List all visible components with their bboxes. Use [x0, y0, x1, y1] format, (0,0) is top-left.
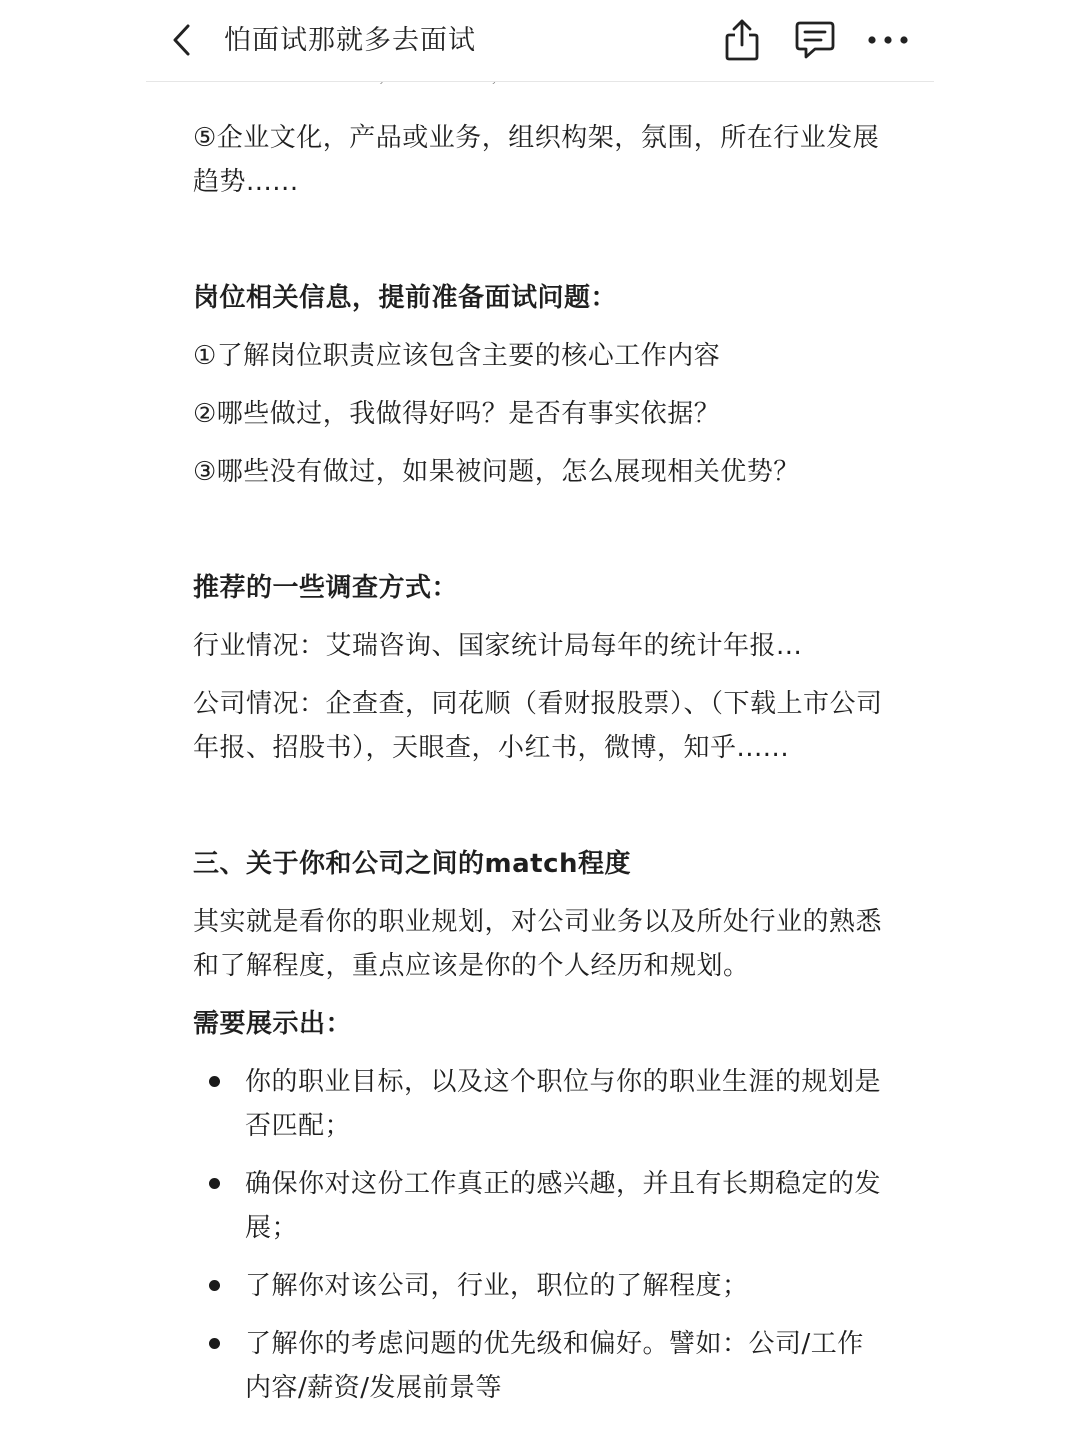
- bullet-icon: [209, 1280, 220, 1291]
- back-button[interactable]: [162, 20, 202, 60]
- list-item: 确保你对这份工作真正的感兴趣，并且有长期稳定的发展；: [193, 1162, 883, 1250]
- job-item-1: ①了解岗位职责应该包含主要的核心工作内容: [193, 341, 721, 371]
- header-divider: [146, 81, 934, 82]
- job-item-2: ②哪些做过，我做得好吗？是否有事实依据？: [193, 399, 721, 429]
- section-match-title: 三、关于你和公司之间的match程度: [193, 849, 631, 879]
- comment-icon: [793, 18, 837, 62]
- section-research-title: 推荐的一些调查方式：: [193, 573, 459, 603]
- share-icon: [722, 17, 762, 63]
- list-item: 了解你对该公司，行业，职位的了解程度；: [193, 1264, 883, 1308]
- section-job-title: 岗位相关信息，提前准备面试问题：: [193, 283, 618, 313]
- job-item-3: ③哪些没有做过，如果被问题，怎么展现相关优势？: [193, 457, 800, 487]
- more-dots-icon: [866, 34, 910, 46]
- match-description: 其实就是看你的职业规划，对公司业务以及所处行业的熟悉和了解程度，重点应该是你的个人经历和规划。: [193, 907, 883, 981]
- research-company: 公司情况：企查查，同花顺（看财报股票）、（下载上市公司年报、招股书），天眼查，小红书，微博，知乎......: [193, 689, 883, 763]
- paragraph-item5: ⑤企业文化，产品或业务，组织构架，氛围，所在行业发展趋势......: [193, 123, 880, 197]
- bullet-icon: [209, 1338, 220, 1349]
- article-content: [193, 64, 883, 1424]
- list-item: 你的职业目标，以及这个职位与你的职业生涯的规划是否匹配；: [193, 1060, 883, 1148]
- page-title: 怕面试那就多去面试: [224, 25, 476, 56]
- research-industry: 行业情况：艾瑞咨询、国家统计局每年的统计年报...: [193, 631, 803, 661]
- chevron-left-icon: [170, 22, 194, 58]
- show-list: [193, 1060, 883, 1410]
- bullet-icon: [209, 1178, 220, 1189]
- share-button[interactable]: [716, 14, 768, 66]
- bullet-icon: [209, 1076, 220, 1087]
- top-navigation-bar: [0, 0, 1080, 82]
- show-title: 需要展示出：: [193, 1009, 353, 1039]
- more-button[interactable]: [862, 14, 914, 66]
- comment-button[interactable]: [789, 14, 841, 66]
- list-item: 了解你的考虑问题的优先级和偏好。譬如：公司/工作内容/薪资/发展前景等: [193, 1322, 883, 1410]
